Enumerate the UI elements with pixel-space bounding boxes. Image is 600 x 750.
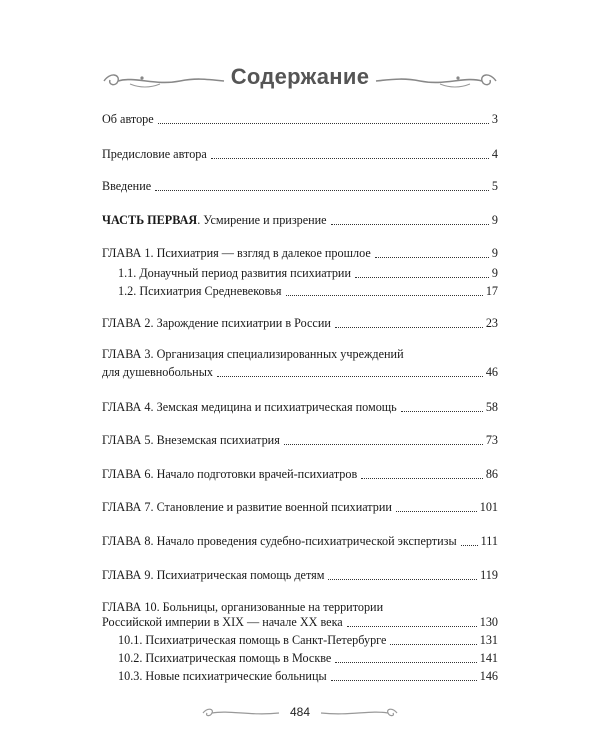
toc-entry-page: 111 <box>480 534 498 548</box>
toc-entry-section-10-2[interactable] <box>118 651 498 666</box>
toc-entry-label: 10.2. Психиатрическая помощь в Москве <box>118 651 332 665</box>
toc-entry-label: ГЛАВА 2. Зарождение психиатрии в России <box>102 316 331 330</box>
page-title: Содержание <box>230 64 370 89</box>
dot-leader <box>355 277 489 278</box>
toc-entry-label: Об авторе <box>102 112 154 126</box>
toc-entry-section-1-1[interactable] <box>118 266 498 281</box>
toc-entry-chapter-8[interactable] <box>102 534 498 549</box>
toc-entry-intro[interactable] <box>102 179 498 194</box>
toc-entry-section-10-3[interactable] <box>118 669 498 684</box>
dot-leader <box>158 123 489 124</box>
toc-entry-chapter-4[interactable] <box>102 400 498 415</box>
dot-leader <box>461 545 478 546</box>
toc-entry-label: 1.2. Психиатрия Средневековья <box>118 284 282 298</box>
toc-entry-chapter-5[interactable] <box>102 433 498 448</box>
toc-entry-label: Введение <box>102 179 152 193</box>
toc-entry-chapter-9[interactable] <box>102 568 498 583</box>
toc-entry-page: 119 <box>480 568 498 582</box>
toc-entry-page: 146 <box>479 669 498 683</box>
toc-entry-page: 9 <box>491 213 498 227</box>
toc-entry-label: 10.1. Психиатрическая помощь в Санкт-Петербурге <box>118 633 387 647</box>
dot-leader <box>335 327 483 328</box>
toc-entry-page: 58 <box>485 400 498 414</box>
toc-entry-label: ГЛАВА 8. Начало проведения судебно-психиатрической экспертизы <box>102 534 457 548</box>
toc-entry-page: 3 <box>491 112 498 126</box>
toc-entry-label: ГЛАВА 5. Внеземская психиатрия <box>102 433 280 447</box>
toc-entry-page: 46 <box>485 365 498 379</box>
toc-entry-page: 9 <box>491 246 498 260</box>
footer-ornament-right-icon <box>320 706 400 720</box>
toc-entry-page: 5 <box>491 179 498 193</box>
toc-entry-label: 1.1. Донаучный период развития психиатрии <box>118 266 351 280</box>
toc-entry-label: для душевнобольных <box>102 365 213 379</box>
toc-entry-page: 141 <box>479 651 498 665</box>
ornament-right-icon <box>375 70 500 92</box>
toc-entry-chapter-6[interactable] <box>102 467 498 482</box>
toc-entry-chapter-10[interactable] <box>102 615 498 630</box>
toc-entry-part-one[interactable] <box>102 213 498 228</box>
toc-entry-label: ГЛАВА 7. Становление и развитие военной психиатрии <box>102 500 392 514</box>
toc-entry-section-10-1[interactable] <box>118 633 498 648</box>
page-footer <box>200 700 400 724</box>
contents-header <box>100 62 500 102</box>
dot-leader <box>335 662 476 663</box>
toc-entry-label <box>102 213 327 228</box>
toc-entry-chapter-7[interactable] <box>102 500 498 515</box>
toc-entry-page: 86 <box>485 467 498 481</box>
part-heading: ЧАСТЬ ПЕРВАЯ <box>102 213 198 227</box>
toc-entry-label: ГЛАВА 9. Психиатрическая помощь детям <box>102 568 325 582</box>
dot-leader <box>286 295 483 296</box>
toc-entry-label: ГЛАВА 4. Земская медицина и психиатрическая помощь <box>102 400 397 414</box>
toc-entry-page: 17 <box>485 284 498 298</box>
toc-entry-preface[interactable] <box>102 147 498 162</box>
toc-entry-label: ГЛАВА 1. Психиатрия — взгляд в далекое прошлое <box>102 246 371 260</box>
dot-leader <box>331 680 477 681</box>
toc-entry-about-author[interactable] <box>102 112 498 127</box>
toc-entry-page: 9 <box>491 266 498 280</box>
toc-entry-section-1-2[interactable] <box>118 284 498 299</box>
dot-leader <box>217 376 483 377</box>
dot-leader <box>375 257 489 258</box>
page-number: 484 <box>289 705 311 719</box>
toc-entry-chapter-10-line1: ГЛАВА 10. Больницы, организованные на территории <box>102 600 384 614</box>
toc-entry-chapter-2[interactable] <box>102 316 498 331</box>
toc-entry-page: 131 <box>479 633 498 647</box>
toc-entry-label: Российской империи в XIX — начале XX века <box>102 615 343 629</box>
dot-leader <box>211 158 489 159</box>
dot-leader <box>401 411 483 412</box>
toc-entry-chapter-3[interactable] <box>102 365 498 380</box>
toc-entry-label: Предисловие автора <box>102 147 207 161</box>
dot-leader <box>331 224 489 225</box>
toc-entry-label: 10.3. Новые психиатрические больницы <box>118 669 327 683</box>
toc-entry-chapter-3-line1: ГЛАВА 3. Организация специализированных учреждений <box>102 347 404 361</box>
part-subtitle: . Усмирение и призрение <box>197 213 327 227</box>
dot-leader <box>347 626 477 627</box>
toc-entry-chapter-1[interactable] <box>102 246 498 261</box>
toc-entry-page: 73 <box>485 433 498 447</box>
dot-leader <box>361 478 483 479</box>
toc-entry-page: 130 <box>479 615 498 629</box>
dot-leader <box>396 511 477 512</box>
toc-entry-label: ГЛАВА 6. Начало подготовки врачей-психиатров <box>102 467 358 481</box>
dot-leader <box>155 190 489 191</box>
dot-leader <box>390 644 476 645</box>
dot-leader <box>328 579 477 580</box>
toc-entry-page: 23 <box>485 316 498 330</box>
toc-entry-page: 101 <box>479 500 498 514</box>
toc-entry-page: 4 <box>491 147 498 161</box>
dot-leader <box>284 444 483 445</box>
